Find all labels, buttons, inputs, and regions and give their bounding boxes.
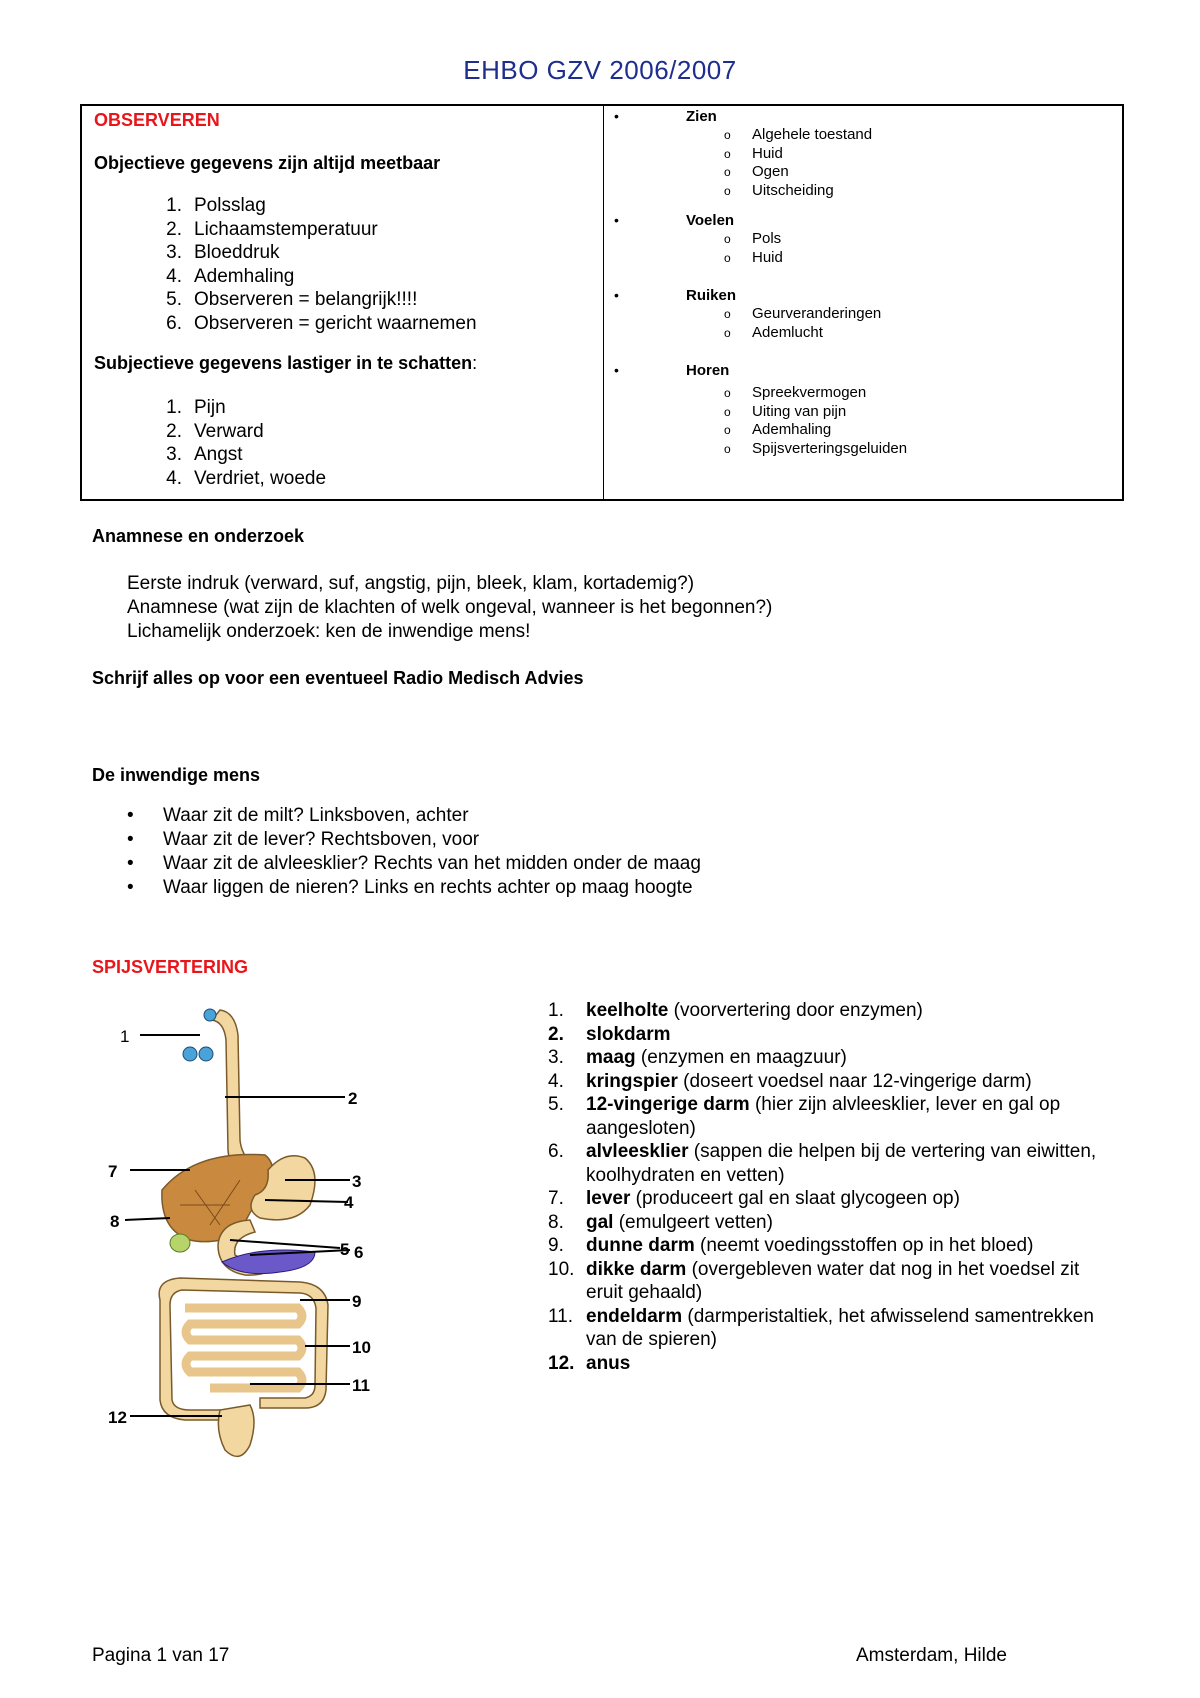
organ-text: [586, 1211, 1118, 1235]
organ-name: dunne darm: [586, 1235, 695, 1256]
list-text: Ademhaling: [194, 265, 295, 287]
diagram-label: 7: [108, 1162, 118, 1181]
diagram-label: 9: [352, 1292, 362, 1311]
organ-number: 2.: [548, 1023, 564, 1045]
salivary-gland-shape: [183, 1047, 197, 1061]
sense-items: [604, 384, 1122, 458]
organ-number: 8.: [548, 1211, 564, 1233]
list-number: 3.: [166, 444, 182, 465]
list-item: [94, 265, 603, 289]
sense-heading: Voelen: [686, 212, 735, 229]
organ-item: [548, 1093, 1118, 1140]
list-number: 2.: [166, 218, 182, 240]
sense-item: [604, 145, 1122, 164]
organ-number: 10.: [548, 1258, 575, 1280]
sense-item-text: Uiting van pijn: [752, 402, 847, 420]
anamnese-line: Eerste indruk (verward, suf, angstig, pijn, bleek, klam, kortademig?): [127, 573, 695, 594]
list-text: Pijn: [194, 397, 226, 418]
sense-item: [604, 305, 1122, 324]
organ-number: 9.: [548, 1235, 564, 1256]
organ-name: lever: [586, 1188, 631, 1209]
circle-bullet-icon: o: [724, 232, 731, 246]
circle-bullet-icon: o: [724, 441, 731, 456]
diagram-label: 12: [108, 1408, 127, 1427]
sense-heading: Horen: [686, 362, 730, 379]
organ-number: 7.: [548, 1188, 564, 1209]
circle-bullet-icon: o: [724, 183, 731, 198]
bullet-icon: •: [614, 212, 619, 228]
organ-name: slokdarm: [586, 1023, 671, 1045]
sense-item-text: Geurveranderingen: [752, 305, 882, 322]
sense-item-text: Huid: [752, 248, 783, 266]
organ-item: [548, 1211, 1118, 1235]
sense-item: [604, 440, 1122, 459]
circle-bullet-icon: o: [724, 165, 731, 179]
circle-bullet-icon: o: [724, 325, 731, 340]
digestive-system-diagram: [100, 990, 400, 1465]
organ-description: (doseert voedsel naar 12-vingerige darm): [677, 1070, 1032, 1092]
organ-number: 6.: [548, 1141, 564, 1162]
circle-bullet-icon: o: [724, 404, 731, 419]
diagram-label: 10: [352, 1338, 371, 1357]
bullet-icon: •: [127, 829, 134, 850]
organ-text: [586, 999, 1118, 1023]
sense-heading: Zien: [686, 108, 717, 125]
sense-item: [604, 384, 1122, 403]
list-text: Waar zit de alvleesklier? Rechts van het midden onder de maag: [163, 853, 701, 874]
diagram-label: 6: [354, 1243, 364, 1262]
sense-item-text: Ademlucht: [752, 323, 823, 341]
organ-description: (hier zijn alvleesklier, lever en gal op aangesloten): [586, 1094, 1061, 1139]
gall-bladder-shape: [170, 1234, 190, 1252]
diagram-label: 4: [344, 1193, 354, 1212]
organ-text: [586, 1023, 1118, 1047]
advice-line: Schrijf alles op voor een eventueel Radio Medisch Advies: [92, 668, 584, 688]
organ-description: (enzymen en maagzuur): [635, 1047, 847, 1068]
inwendig-heading: De inwendige mens: [92, 765, 261, 785]
sense-item-text: Spreekvermogen: [752, 384, 867, 401]
circle-bullet-icon: o: [724, 250, 731, 265]
observeren-heading: OBSERVEREN: [94, 110, 220, 130]
organ-description: (overgebleven water dat nog in het voedsel zit eruit gehaald): [586, 1258, 1080, 1303]
diagram-label: 5: [340, 1240, 350, 1259]
footer-page-number: Pagina 1 van 17: [92, 1645, 230, 1666]
list-item: [94, 312, 603, 336]
organ-name: kringspier: [586, 1070, 678, 1092]
sense-item-text: Algehele toestand: [752, 126, 873, 143]
diagram-label: 11: [352, 1376, 370, 1395]
list-item: [94, 420, 603, 444]
list-text: Observeren = belangrijk!!!!: [194, 289, 418, 310]
bullet-icon: •: [614, 287, 619, 303]
sense-item: [604, 230, 1122, 249]
page-title: EHBO GZV 2006/2007: [463, 55, 737, 85]
sense-item: [604, 182, 1122, 201]
list-number: 1.: [166, 397, 182, 418]
sense-item-text: Uitscheiding: [752, 181, 834, 199]
sense-items: [604, 230, 1122, 267]
sense-items: [604, 305, 1122, 342]
bullet-icon: •: [127, 853, 134, 874]
circle-bullet-icon: o: [724, 146, 731, 161]
organ-number: 3.: [548, 1047, 564, 1068]
list-item: [94, 396, 603, 420]
organ-text: [586, 1258, 1118, 1305]
organ-name: anus: [586, 1352, 631, 1374]
objective-list: [94, 194, 603, 335]
organ-item: [548, 1070, 1118, 1094]
spijsvertering-heading: SPIJSVERTERING: [92, 957, 249, 977]
sense-heading: Ruiken: [686, 287, 737, 304]
organ-description: (emulgeert vetten): [613, 1211, 773, 1233]
list-text: Verward: [194, 420, 264, 442]
organ-name: endeldarm: [586, 1305, 683, 1327]
organ-name: dikke darm: [586, 1258, 687, 1280]
organ-text: [586, 1305, 1118, 1352]
organ-item: [548, 999, 1118, 1023]
organ-number: 1.: [548, 1000, 564, 1021]
list-number: 2.: [166, 420, 182, 442]
bullet-icon: •: [127, 805, 134, 826]
list-text: Observeren = gericht waarnemen: [194, 312, 477, 334]
sense-item-text: Spijsverteringsgeluiden: [752, 439, 908, 457]
observation-table: [80, 104, 1124, 501]
organ-item: [548, 1187, 1118, 1211]
sense-item-text: Ogen: [752, 163, 789, 180]
organ-number: 4.: [548, 1070, 564, 1092]
list-number: 3.: [166, 242, 182, 263]
rectum-shape: [218, 1405, 254, 1456]
anamnese-line: Anamnese (wat zijn de klachten of welk ongeval, wanneer is het begonnen?): [127, 597, 773, 618]
organ-item: [548, 1140, 1118, 1187]
list-text: Waar zit de lever? Rechtsboven, voor: [163, 829, 480, 850]
senses-cell: [604, 106, 1122, 499]
organ-name: 12-vingerige darm: [586, 1094, 750, 1115]
organ-name: keelholte: [586, 1000, 669, 1021]
diagram-label: 1: [120, 1027, 130, 1046]
anamnese-line: Lichamelijk onderzoek: ken de inwendige mens!: [127, 621, 531, 642]
sense-item: [604, 421, 1122, 440]
organ-list: [548, 999, 1118, 1375]
sense-item: [604, 403, 1122, 422]
bullet-icon: •: [614, 362, 619, 378]
organ-text: [586, 1046, 1118, 1070]
organ-description: (produceert gal en slaat glycogeen op): [630, 1188, 960, 1209]
footer-author: Amsterdam, Hilde: [856, 1645, 1007, 1666]
list-number: 6.: [166, 312, 182, 334]
list-text: Waar liggen de nieren? Links en rechts achter op maag hoogte: [163, 877, 693, 898]
list-text: Lichaamstemperatuur: [194, 218, 378, 240]
organ-text: [586, 1093, 1118, 1140]
list-item: [94, 241, 603, 265]
list-item: [94, 467, 603, 491]
organ-item: [548, 1046, 1118, 1070]
organ-item: [548, 1352, 1118, 1376]
organ-text: [586, 1234, 1118, 1258]
sense-item: [604, 324, 1122, 343]
organ-description: (darmperistaltiek, het afwisselend samentrekken van de spieren): [586, 1305, 1094, 1350]
organ-text: [586, 1140, 1118, 1187]
sense-item: [604, 163, 1122, 182]
salivary-gland-shape: [204, 1009, 216, 1021]
bullet-icon: •: [614, 108, 619, 124]
organ-name: alvleesklier: [586, 1141, 689, 1162]
list-text: Verdriet, woede: [194, 467, 327, 489]
organ-item: [548, 1258, 1118, 1305]
diagram-label: 2: [348, 1089, 358, 1108]
organ-description: (voorvertering door enzymen): [668, 1000, 923, 1021]
organ-item: [548, 1305, 1118, 1352]
organ-number: 11.: [548, 1305, 574, 1327]
diagram-label: 8: [110, 1212, 120, 1231]
anamnese-heading: Anamnese en onderzoek: [92, 526, 305, 546]
sense-item-text: Huid: [752, 144, 783, 162]
list-number: 5.: [166, 289, 182, 310]
list-number: 1.: [166, 195, 182, 216]
sense-item-text: Ademhaling: [752, 421, 832, 438]
organ-description: (sappen die helpen bij de vertering van eiwitten, koolhydraten en vetten): [586, 1141, 1097, 1186]
organ-text: [586, 1187, 1118, 1211]
organ-text: [586, 1070, 1118, 1094]
sense-item-text: Pols: [752, 230, 782, 247]
observation-left-cell: [82, 106, 604, 499]
sense-item: [604, 249, 1122, 268]
organ-item: [548, 1234, 1118, 1258]
diagram-label: 3: [352, 1172, 362, 1191]
organ-text: [586, 1352, 1118, 1376]
subjective-title-colon: :: [472, 353, 478, 373]
organ-name: maag: [586, 1047, 636, 1068]
digestive-system-illustration: [100, 990, 400, 1460]
list-item: [94, 443, 603, 467]
list-text: Bloeddruk: [194, 242, 280, 263]
organ-item: [548, 1023, 1118, 1047]
list-text: Waar zit de milt? Linksboven, achter: [163, 805, 469, 826]
list-number: 4.: [166, 467, 182, 489]
list-item: [94, 218, 603, 242]
list-item: [94, 194, 603, 218]
circle-bullet-icon: o: [724, 386, 731, 400]
organ-number: 12.: [548, 1352, 575, 1374]
objective-title: Objectieve gegevens zijn altijd meetbaar: [94, 153, 441, 173]
subjective-list: [94, 396, 603, 490]
list-text: Angst: [194, 444, 243, 465]
organ-number: 5.: [548, 1094, 564, 1115]
list-item: [94, 288, 603, 312]
list-text: Polsslag: [194, 195, 266, 216]
organ-description: (neemt voedingsstoffen op in het bloed): [694, 1235, 1034, 1256]
circle-bullet-icon: o: [724, 128, 731, 142]
sense-items: [604, 126, 1122, 200]
sense-item: [604, 126, 1122, 145]
small-intestine-shape: [185, 1308, 302, 1388]
subjective-title: [94, 353, 603, 374]
list-number: 4.: [166, 265, 182, 287]
subjective-title-text: Subjectieve gegevens lastiger in te schatten: [94, 353, 473, 373]
circle-bullet-icon: o: [724, 307, 731, 321]
salivary-gland-shape: [199, 1047, 213, 1061]
circle-bullet-icon: o: [724, 423, 731, 437]
bullet-icon: •: [127, 877, 134, 898]
organ-name: gal: [586, 1211, 614, 1233]
